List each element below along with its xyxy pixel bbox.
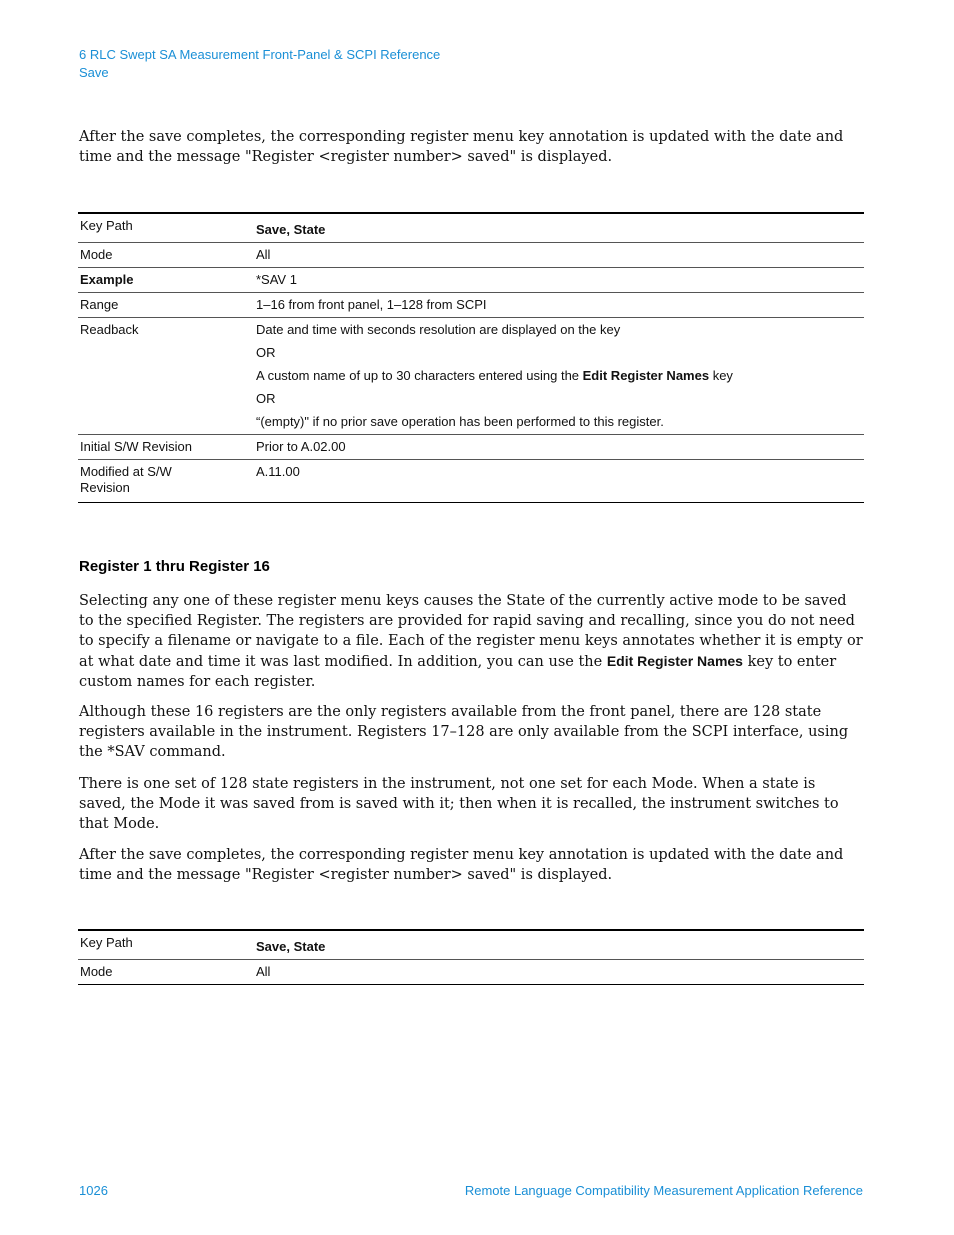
example-label: Example: [80, 272, 134, 287]
chapter-header: 6 RLC Swept SA Measurement Front-Panel & SCPI Reference: [79, 47, 441, 62]
readback-line-2-pre: A custom name of up to 30 characters entered using the: [256, 368, 583, 383]
table-row: [78, 213, 864, 243]
key-path-value: Save, State: [256, 939, 326, 954]
section-header: Save: [79, 65, 109, 80]
mode-label: Mode: [80, 247, 113, 262]
range-label: Range: [80, 297, 119, 312]
key-path-label: Key Path: [80, 218, 133, 233]
readback-line-3: “(empty)" if no prior save operation has been performed to this register.: [256, 414, 664, 429]
readback-line-2: [256, 368, 862, 384]
table-row: [78, 268, 864, 293]
mode-value: All: [256, 247, 271, 262]
edit-register-names-key: Edit Register Names: [582, 368, 710, 383]
edit-register-names-key: Edit Register Names: [606, 653, 743, 669]
readback-line-1: Date and time with seconds resolution are displayed on the key: [256, 322, 621, 337]
readback-line-2-post: key: [709, 368, 733, 383]
intro-paragraph: After the save completes, the corresponding register menu key annotation is updated with the date and time and the message "Register <register number> saved" is displayed.: [79, 129, 844, 165]
readback-value: [254, 318, 864, 435]
page-number: 1026: [79, 1183, 108, 1198]
table-row: [78, 243, 864, 268]
table-row: [78, 930, 864, 960]
paragraph-1-pre: Selecting any one of these register menu keys causes the State of the currently active mode to be saved to the specified Register. The registers are provided for rapid saving and recalling, since you do not need to specify a filename or navigate to a file. Each of the register menu keys annotates whether it is empty or at what date and time it was last modified. In addition, you can use the: [79, 593, 863, 670]
table-row: [78, 318, 864, 435]
readback-label: Readback: [80, 322, 139, 337]
readback-or-1: OR: [256, 345, 276, 360]
modified-revision-label: [78, 460, 254, 503]
readback-or-2: OR: [256, 391, 276, 406]
table-row: [78, 293, 864, 318]
register-key-table: [78, 212, 864, 503]
initial-revision-label: Initial S/W Revision: [80, 439, 192, 454]
table-row: [78, 960, 864, 985]
paragraph-1: [79, 591, 864, 692]
modified-revision-value: A.11.00: [256, 464, 300, 479]
key-path-label: Key Path: [80, 935, 133, 950]
mode-value: All: [256, 964, 271, 979]
key-path-value: Save, State: [256, 222, 326, 237]
example-value: *SAV 1: [256, 272, 297, 287]
document-title: Remote Language Compatibility Measurement Application Reference: [464, 1183, 863, 1198]
register-1-16-key-table: [78, 929, 864, 985]
table-row: [78, 435, 864, 460]
table-row: [78, 460, 864, 503]
initial-revision-value: Prior to A.02.00: [256, 439, 346, 454]
paragraph-1-post: key to enter custom names for each register.: [79, 654, 837, 690]
paragraph-2: Although these 16 registers are the only registers available from the front panel, there are 128 state registers available in the instrument. Registers 17–128 are only available from the SCPI interface, using the *SAV command.: [79, 704, 849, 760]
paragraph-3: There is one set of 128 state registers in the instrument, not one set for each Mode. When a state is saved, the Mode it was saved from is saved with it; then when it is recalled, the instrument switches to that Mode.: [79, 776, 839, 832]
range-value: 1–16 from front panel, 1–128 from SCPI: [256, 297, 487, 312]
modified-revision-label-text: Modified at S/W Revision: [80, 464, 172, 495]
paragraph-4: After the save completes, the corresponding register menu key annotation is updated with the date and time and the message "Register <register number> saved" is displayed.: [79, 847, 844, 883]
section-title: Register 1 thru Register 16: [79, 558, 270, 575]
mode-label: Mode: [80, 964, 113, 979]
